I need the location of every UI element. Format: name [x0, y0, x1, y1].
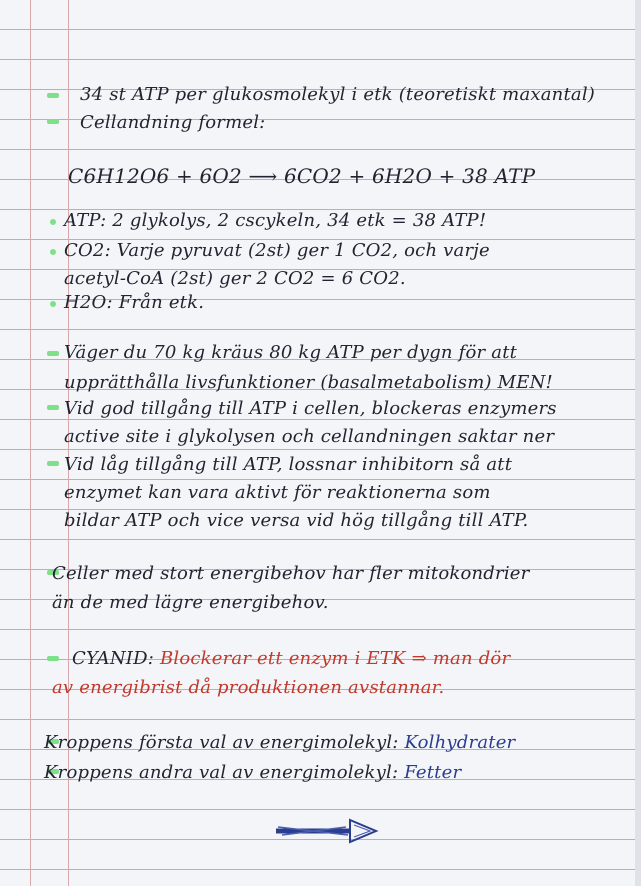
- note-line: active site i glykolysen och cellandningen saktar ner: [64, 426, 555, 447]
- note-line: H2O: Från etk.: [64, 292, 205, 313]
- bullet-dash: [47, 93, 59, 98]
- note-line: Väger du 70 kg kräus 80 kg ATP per dygn för att: [64, 342, 518, 363]
- note-line: Cellandning formel:: [80, 112, 266, 133]
- note-line: upprätthålla livsfunktioner (basalmetabolism) MEN!: [64, 372, 553, 393]
- cyanid-label: CYANID:: [72, 648, 155, 669]
- note-line: [44, 732, 515, 753]
- note-line: Vid god tillgång till ATP i cellen, blockeras enzymers: [64, 398, 557, 419]
- first-choice-value: Kolhydrater: [404, 732, 516, 753]
- margin-line: [30, 0, 31, 886]
- page-edge: [635, 0, 641, 886]
- note-line: acetyl-CoA (2st) ger 2 CO2 = 6 CO2.: [64, 268, 406, 289]
- formula: C6H12O6 + 6O2 ⟶ 6CO2 + 6H2O + 38 ATP: [68, 164, 536, 188]
- bullet-dot: [50, 249, 56, 255]
- bullet-dash: [47, 461, 59, 466]
- note-line: än de med lägre energibehov.: [52, 592, 329, 613]
- second-choice-label: Kroppens andra val av energimolekyl:: [44, 762, 399, 783]
- bullet-dash: [47, 656, 59, 661]
- bullet-dash: [47, 405, 59, 410]
- note-line: Vid låg tillgång till ATP, lossnar inhibitorn så att: [64, 454, 513, 475]
- bullet-dot: [50, 301, 56, 307]
- first-choice-label: Kroppens första val av energimolekyl:: [44, 732, 399, 753]
- note-line: ATP: 2 glykolys, 2 cscykeln, 34 etk = 38 ATP!: [64, 210, 487, 231]
- bullet-dash: [47, 351, 59, 356]
- bullet-dot: [50, 219, 56, 225]
- note-line: [44, 762, 461, 783]
- note-line: 34 st ATP per glukosmolekyl i etk (teoretiskt maxantal): [80, 84, 595, 105]
- note-line: CO2: Varje pyruvat (2st) ger 1 CO2, och varje: [64, 240, 490, 261]
- doodle-arrow-icon: [272, 816, 382, 846]
- cyanid-text: av energibrist då produktionen avstannar.: [52, 677, 445, 698]
- second-choice-value: Fetter: [404, 762, 462, 783]
- cyanid-line: [72, 648, 510, 669]
- cyanid-text: Blockerar ett enzym i ETK ⇒ man dör: [159, 648, 511, 669]
- note-line: Celler med stort energibehov har fler mitokondrier: [52, 563, 530, 584]
- bullet-dash: [47, 119, 59, 124]
- note-line: enzymet kan vara aktivt för reaktionerna som: [64, 482, 491, 503]
- note-line: bildar ATP och vice versa vid hög tillgång till ATP.: [64, 510, 529, 531]
